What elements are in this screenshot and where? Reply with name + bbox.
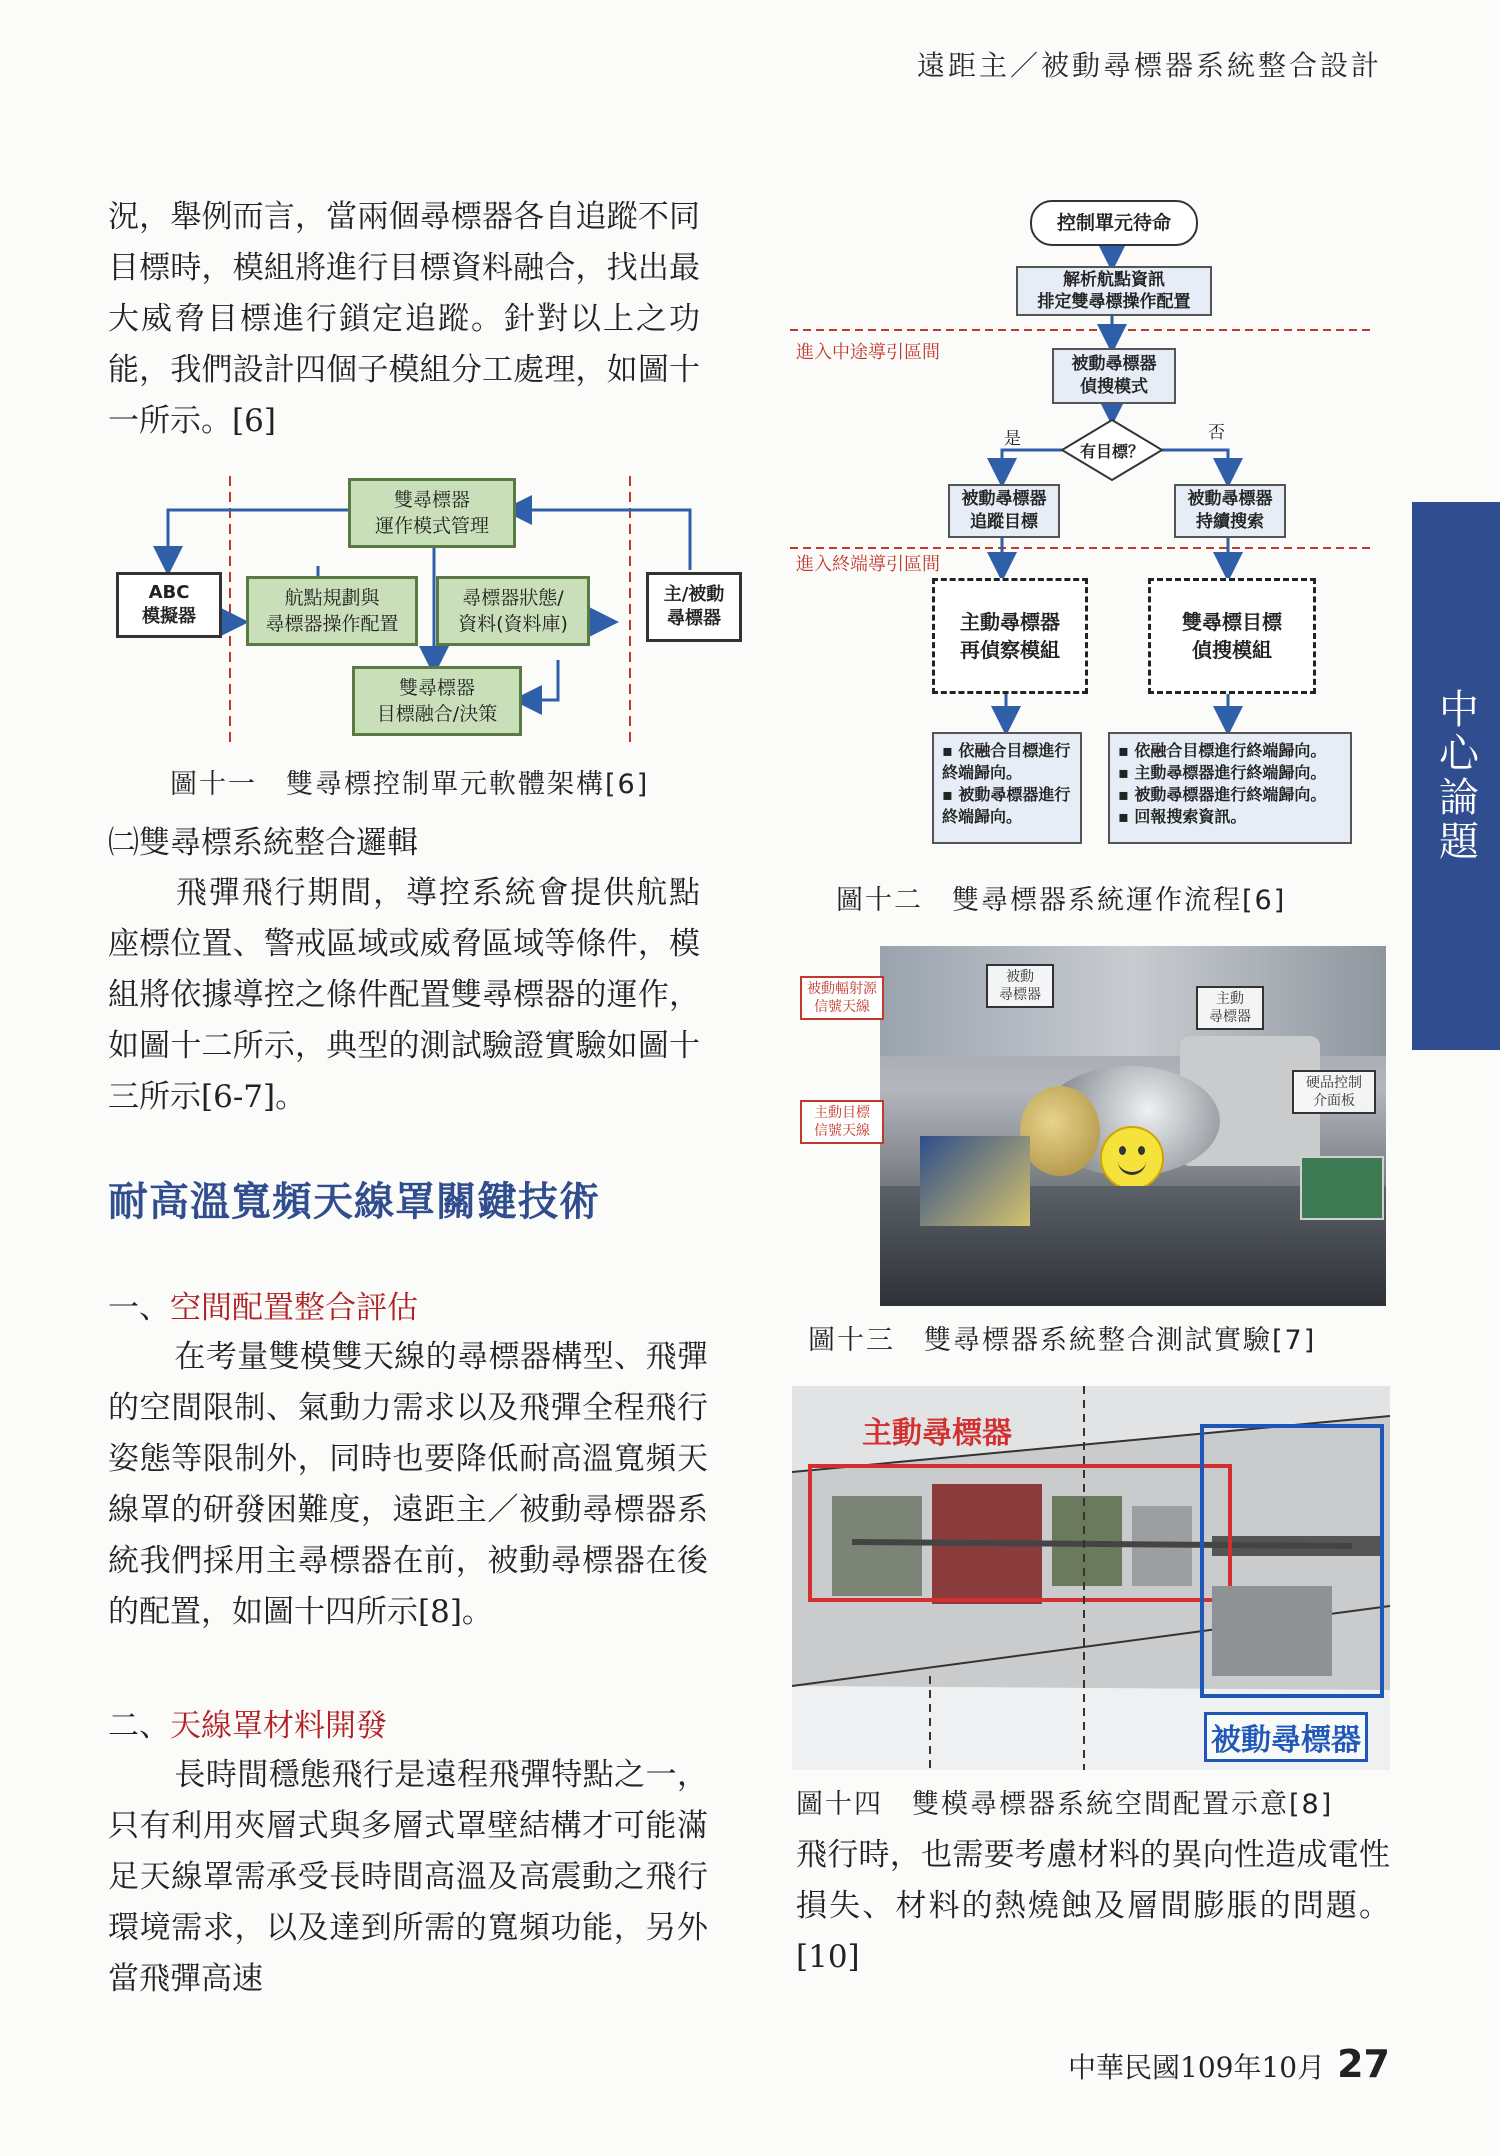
body-paragraph-4-text: 長時間穩態飛行是遠程飛彈特點之一，只有利用夾層式與多層式罩壁結構才可能滿足天線罩需承受長時間高溫及高震動之飛行環境需求，以及達到所需的寬頻功能，另外當飛彈高速 [108, 1757, 708, 1997]
body-paragraph-1: 況，舉例而言，當兩個尋標器各自追蹤不同目標時，模組將進行目標資料融合，找出最大威脅目標進行鎖定追蹤。針對以上之功能，我們設計四個子模組分工處理，如圖十一所示。[6] [108, 199, 700, 439]
fig13-photo [880, 946, 1386, 1306]
fig13-label-active-seeker: 主動 尋標器 [1196, 986, 1264, 1030]
figure-13 [800, 946, 1390, 1308]
subsection-1-title: 空間配置整合評估 [170, 1290, 418, 1326]
figure-13-caption: 圖十三 雙尋標器系統整合測試實驗[7] [808, 1325, 1317, 1356]
body-paragraph-2-text: 飛彈飛行期間，導控系統會提供航點座標位置、警戒區域或威脅區域等條件，模組將依據導控之條件配置雙尋標器的運作，如圖十二所示，典型的測試驗證實驗如圖十三所示[6-7]。 [108, 875, 700, 1115]
body-paragraph-3-text: 在考量雙模雙天線的尋標器構型、飛彈的空間限制、氣動力需求以及飛彈全程飛行姿態等限制外，同時也要降低耐高溫寬頻天線罩的研發困難度，遠距主／被動尋標器系統我們採用主尋標器在前，被動尋標器在後的配置，如圖十四所示[8]。 [108, 1339, 708, 1630]
page-number: 27 [1337, 2042, 1390, 2086]
fig12-right-outcome: ▪ 主動尋標器進行終端歸向。 [1118, 762, 1342, 784]
section-side-tab [1412, 502, 1500, 1050]
fig11-waypoint-planning: 航點規劃與 尋標器操作配置 [246, 576, 418, 646]
side-tab-label: 中心論題 [1432, 688, 1479, 864]
subsection-2-heading [108, 1700, 387, 1745]
fig12-left-outcomes [932, 732, 1082, 844]
figure-12 [790, 192, 1370, 862]
figure-14 [792, 1386, 1390, 1770]
fig11-target-fusion: 雙尋標器 目標融合/決策 [352, 666, 522, 736]
subsection-1-number: 一、 [108, 1290, 170, 1326]
running-header: 遠距主／被動尋標器系統整合設計 [916, 49, 1382, 82]
footer-date: 中華民國109年10月 [1068, 2051, 1326, 2084]
fig12-right-outcome: ▪ 回報搜索資訊。 [1118, 806, 1342, 828]
figure-12-caption: 圖十二 雙尋標器系統運作流程[6] [836, 885, 1287, 916]
subsection-2-title: ㈡雙尋標系統整合邏輯 [108, 825, 418, 861]
fig12-passive-track: 被動尋標器 追蹤目標 [948, 484, 1060, 538]
fig12-zone-midcourse: 進入中途導引區間 [796, 342, 940, 363]
fig13-smiley-icon [1100, 1126, 1164, 1190]
body-paragraph-5: 飛行時，也需要考慮材料的異向性造成電性損失、材料的熱燒蝕及層間膨脹的問題。[10] [796, 1837, 1390, 1975]
fig14-label-active-seeker: 主動尋標器 [862, 1416, 1012, 1451]
fig12-yes-label: 是 [1004, 429, 1021, 449]
fig12-parse-waypoints: 解析航點資訊 排定雙尋標操作配置 [1016, 266, 1212, 316]
body-paragraph-4 [108, 1750, 708, 2005]
figure-11-caption: 圖十一 雙尋標控制單元軟體架構[6] [170, 769, 650, 800]
fig12-passive-search-mode: 被動尋標器 偵搜模式 [1052, 348, 1176, 404]
figure-11 [108, 470, 748, 750]
section-title: 耐高溫寬頻天線罩關鍵技術 [108, 1179, 600, 1225]
subsection-2-title: 天線罩材料開發 [170, 1708, 387, 1744]
fig12-has-target-decision: 有目標？ [1079, 442, 1144, 461]
fig12-dual-search-module: 雙尋標目標 偵搜模組 [1148, 578, 1316, 694]
fig11-abc-simulator: ABC 模擬器 [116, 572, 222, 638]
subsection-1-heading [108, 1282, 418, 1327]
fig13-photo-radome [1020, 1086, 1100, 1176]
fig13-photo-board [1300, 1156, 1384, 1220]
fig13-label-active-antenna: 主動目標 信號天線 [800, 1100, 884, 1144]
fig12-standby: 控制單元待命 [1030, 200, 1198, 246]
fig12-passive-continue-search: 被動尋標器 持續搜索 [1174, 484, 1286, 538]
fig13-photo-antenna [920, 1136, 1030, 1226]
fig11-active-passive-seekers: 主/被動 尋標器 [646, 572, 742, 642]
fig12-right-outcome: ▪ 被動尋標器進行終端歸向。 [1118, 784, 1342, 806]
figure-14-caption: 圖十四 雙模尋標器系統空間配置示意[8] [796, 1789, 1334, 1820]
fig14-label-passive-seeker: 被動尋標器 [1204, 1712, 1368, 1762]
fig13-label-passive-antenna: 被動輻射源 信號天線 [800, 976, 884, 1020]
body-paragraph-3 [108, 1332, 708, 1638]
fig13-label-passive-seeker: 被動 尋標器 [986, 964, 1054, 1008]
fig11-mode-management: 雙尋標器 運作模式管理 [348, 478, 516, 548]
fig11-seeker-status-db: 尋標器狀態/ 資料(資料庫) [436, 576, 590, 646]
fig12-right-outcomes [1108, 732, 1352, 844]
fig12-no-label: 否 [1208, 423, 1225, 443]
fig12-left-outcome: ▪ 被動尋標器進行終端歸向。 [942, 784, 1072, 828]
page-footer [1068, 2042, 1390, 2086]
body-paragraph-2 [108, 868, 700, 1123]
fig12-right-outcome: ▪ 依融合目標進行終端歸向。 [1118, 740, 1342, 762]
fig12-zone-terminal: 進入終端導引區間 [796, 554, 940, 575]
subsection-2-number: 二、 [108, 1708, 170, 1744]
fig13-label-hw-board: 硬品控制 介面板 [1292, 1070, 1376, 1114]
fig12-active-recon-module: 主動尋標器 再偵察模組 [932, 578, 1088, 694]
fig12-left-outcome: ▪ 依融合目標進行終端歸向。 [942, 740, 1072, 784]
